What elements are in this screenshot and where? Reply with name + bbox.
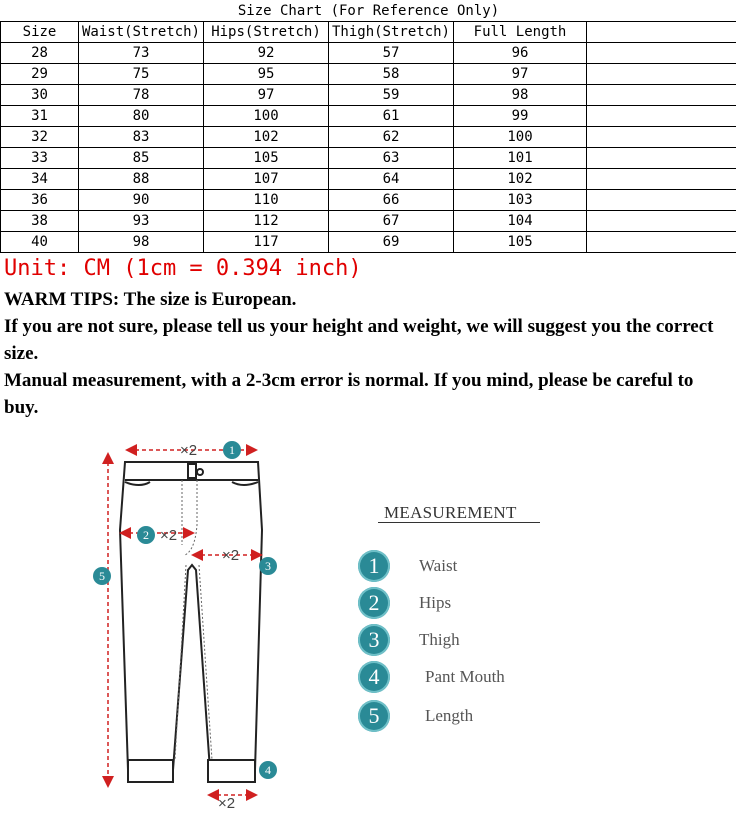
- table-cell: 105: [204, 148, 329, 169]
- empty-cell: [587, 64, 736, 85]
- table-cell: 64: [329, 169, 454, 190]
- table-cell: 62: [329, 127, 454, 148]
- thigh-multiplier: ×2: [222, 547, 240, 564]
- table-cell: 99: [454, 106, 587, 127]
- table-row: [1, 232, 736, 253]
- table-cell: 80: [79, 106, 204, 127]
- table-cell: 57: [329, 43, 454, 64]
- tips-line-3: Manual measurement, with a 2-3cm error is normal. If you mind, please be careful to buy.: [4, 370, 694, 418]
- tips-line-1: WARM TIPS: The size is European.: [4, 289, 297, 310]
- svg-text:2: 2: [143, 528, 149, 542]
- marker-4: [259, 761, 277, 779]
- header-hips: Hips(Stretch): [204, 22, 329, 43]
- table-cell: 102: [454, 169, 587, 190]
- legend-number-2: 2: [358, 587, 390, 619]
- table-cell: 31: [1, 106, 79, 127]
- empty-cell: [587, 106, 736, 127]
- empty-cell: [587, 169, 736, 190]
- legend-label-length: Length: [425, 706, 474, 725]
- legend-label-pant-mouth: Pant Mouth: [425, 667, 505, 686]
- table-cell: 30: [1, 85, 79, 106]
- table-cell: 100: [204, 106, 329, 127]
- table-title: Size Chart (For Reference Only): [1, 0, 736, 22]
- empty-cell: [587, 22, 736, 43]
- legend-number-1: 1: [358, 550, 390, 582]
- svg-text:1: 1: [229, 443, 235, 457]
- empty-cell: [587, 232, 736, 253]
- table-cell: 97: [454, 64, 587, 85]
- tips-line-2: If you are not sure, please tell us your height and weight, we will suggest you the correct size.: [4, 316, 714, 364]
- table-cell: 63: [329, 148, 454, 169]
- svg-text:3: 3: [265, 559, 271, 573]
- table-cell: 75: [79, 64, 204, 85]
- legend-label-waist: Waist: [419, 556, 458, 575]
- table-cell: 61: [329, 106, 454, 127]
- pantmouth-multiplier: ×2: [218, 795, 236, 812]
- legend-label-hips: Hips: [419, 593, 452, 612]
- table-cell: 103: [454, 190, 587, 211]
- marker-3: [259, 557, 277, 575]
- table-cell: 29: [1, 64, 79, 85]
- table-cell: 78: [79, 85, 204, 106]
- table-cell: 58: [329, 64, 454, 85]
- legend-number-5: 5: [358, 700, 390, 732]
- table-cell: 96: [454, 43, 587, 64]
- table-cell: 66: [329, 190, 454, 211]
- table-cell: 40: [1, 232, 79, 253]
- table-row: [1, 211, 736, 232]
- legend-label-thigh: Thigh: [419, 630, 460, 649]
- table-cell: 83: [79, 127, 204, 148]
- empty-cell: [587, 85, 736, 106]
- table-cell: 38: [1, 211, 79, 232]
- table-cell: 107: [204, 169, 329, 190]
- table-cell: 73: [79, 43, 204, 64]
- table-cell: 97: [204, 85, 329, 106]
- svg-text:5: 5: [99, 569, 105, 583]
- waist-multiplier: ×2: [180, 442, 198, 459]
- table-cell: 101: [454, 148, 587, 169]
- table-cell: 100: [454, 127, 587, 148]
- table-cell: 104: [454, 211, 587, 232]
- table-cell: 88: [79, 169, 204, 190]
- legend-item-waist: [358, 550, 457, 582]
- table-cell: 90: [79, 190, 204, 211]
- legend-number-3: 3: [358, 624, 390, 656]
- table-cell: 32: [1, 127, 79, 148]
- marker-2: [137, 526, 155, 544]
- table-cell: 105: [454, 232, 587, 253]
- table-row: [1, 169, 736, 190]
- table-cell: 59: [329, 85, 454, 106]
- table-cell: 98: [79, 232, 204, 253]
- hips-multiplier: ×2: [160, 527, 178, 544]
- table-cell: 117: [204, 232, 329, 253]
- table-cell: 28: [1, 43, 79, 64]
- marker-1: [223, 441, 241, 459]
- empty-cell: [587, 148, 736, 169]
- table-cell: 36: [1, 190, 79, 211]
- table-cell: 34: [1, 169, 79, 190]
- svg-text:4: 4: [265, 763, 271, 777]
- table-row: [1, 127, 736, 148]
- table-cell: 102: [204, 127, 329, 148]
- table-cell: 98: [454, 85, 587, 106]
- legend-number-4: 4: [358, 661, 390, 693]
- table-cell: 67: [329, 211, 454, 232]
- table-row: [1, 190, 736, 211]
- empty-cell: [587, 127, 736, 148]
- table-cell: 93: [79, 211, 204, 232]
- table-row: [1, 106, 736, 127]
- marker-5: [93, 567, 111, 585]
- table-cell: 33: [1, 148, 79, 169]
- table-cell: 69: [329, 232, 454, 253]
- table-cell: 110: [204, 190, 329, 211]
- header-size: Size: [1, 22, 79, 43]
- table-header-row: [1, 22, 736, 43]
- table-row: [1, 43, 736, 64]
- empty-cell: [587, 190, 736, 211]
- header-full-length: Full Length: [454, 22, 587, 43]
- legend-item-hips: [358, 587, 451, 619]
- table-cell: 85: [79, 148, 204, 169]
- legend-item-pant-mouth: [358, 661, 505, 693]
- table-row: [1, 85, 736, 106]
- legend-title: MEASUREMENT: [384, 503, 517, 522]
- table-cell: 95: [204, 64, 329, 85]
- empty-cell: [587, 211, 736, 232]
- legend-item-length: [358, 700, 473, 732]
- empty-cell: [587, 43, 736, 64]
- pants-diagram: [0, 430, 340, 815]
- legend-underline: [378, 522, 540, 523]
- table-cell: 112: [204, 211, 329, 232]
- header-waist: Waist(Stretch): [79, 22, 204, 43]
- table-row: [1, 148, 736, 169]
- table-row: [1, 64, 736, 85]
- legend-item-thigh: [358, 624, 460, 656]
- unit-note: Unit: CM (1cm = 0.394 inch): [4, 256, 362, 281]
- warm-tips: [4, 286, 732, 421]
- size-chart-table: [0, 0, 736, 253]
- table-cell: 92: [204, 43, 329, 64]
- pants-outline: [120, 462, 262, 782]
- header-thigh: Thigh(Stretch): [329, 22, 454, 43]
